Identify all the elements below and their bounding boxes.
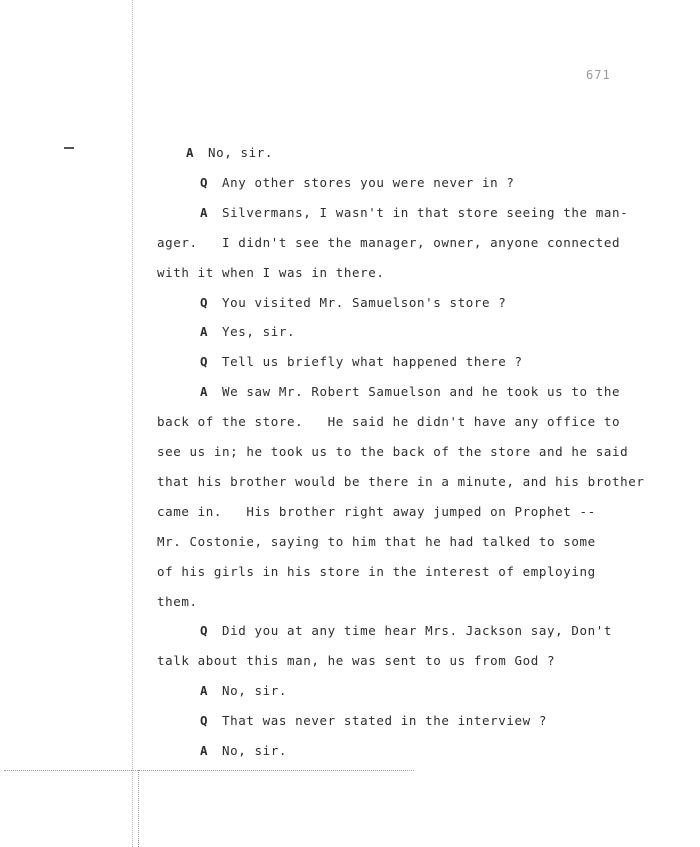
transcript-line <box>200 683 287 699</box>
line-text: Silvermans, I wasn't in that store seeing the man- <box>222 205 629 220</box>
line-text: That was never stated in the interview ? <box>222 713 548 728</box>
line-text: came in. His brother right away jumped on Prophet -- <box>157 504 596 519</box>
line-text: You visited Mr. Samuelson's store ? <box>222 295 507 310</box>
line-text: see us in; he took us to the back of the store and he said <box>157 444 629 459</box>
speaker-label: A <box>200 324 209 339</box>
lower-margin-line <box>138 770 139 847</box>
speaker-label: A <box>200 683 209 698</box>
speaker-label: A <box>200 205 209 220</box>
transcript-line <box>186 145 273 161</box>
transcript-line <box>157 444 628 460</box>
transcript-line <box>200 205 628 221</box>
transcript-line <box>157 564 596 580</box>
line-text: Yes, sir. <box>222 324 296 339</box>
line-text: Mr. Costonie, saying to him that he had talked to some <box>157 534 596 549</box>
line-text: with it when I was in there. <box>157 265 385 280</box>
speaker-label: Q <box>200 354 209 369</box>
line-text: them. <box>157 594 198 609</box>
speaker-label: A <box>200 384 209 399</box>
line-text: Any other stores you were never in ? <box>222 175 515 190</box>
transcript-line <box>157 235 620 251</box>
transcript-line <box>200 743 287 759</box>
speaker-label: Q <box>200 713 209 728</box>
line-text: No, sir. <box>208 145 274 160</box>
transcript-line <box>200 713 547 729</box>
transcript-line <box>200 623 612 639</box>
transcript-line <box>157 265 385 281</box>
transcript-line <box>200 324 295 340</box>
speaker-label: Q <box>200 175 209 190</box>
page-number: 671 <box>586 68 611 82</box>
transcript-line <box>157 534 596 550</box>
speaker-label: A <box>200 743 209 758</box>
line-text: that his brother would be there in a minute, and his brother <box>157 474 645 489</box>
line-text: ager. I didn't see the manager, owner, anyone connected <box>157 235 621 250</box>
left-margin-line <box>132 0 133 847</box>
transcript-line <box>157 414 620 430</box>
transcript-line <box>200 295 506 311</box>
line-text: Did you at any time hear Mrs. Jackson say, Don't <box>222 623 613 638</box>
transcript-line <box>200 354 523 370</box>
bottom-rule <box>4 770 414 771</box>
line-text: talk about this man, he was sent to us from God ? <box>157 653 556 668</box>
speaker-label: A <box>186 145 195 160</box>
speaker-label: Q <box>200 623 209 638</box>
line-text: Tell us briefly what happened there ? <box>222 354 523 369</box>
scan-mark <box>64 147 74 149</box>
line-text: of his girls in his store in the interest of employing <box>157 564 596 579</box>
transcript-line <box>157 653 555 669</box>
speaker-label: Q <box>200 295 209 310</box>
line-text: No, sir. <box>222 683 288 698</box>
transcript-line <box>157 474 645 490</box>
transcript-line <box>157 594 198 610</box>
line-text: back of the store. He said he didn't have any office to <box>157 414 621 429</box>
transcript-line <box>157 504 596 520</box>
transcript-line <box>200 175 515 191</box>
line-text: No, sir. <box>222 743 288 758</box>
line-text: We saw Mr. Robert Samuelson and he took us to the <box>222 384 621 399</box>
transcript-line <box>200 384 620 400</box>
